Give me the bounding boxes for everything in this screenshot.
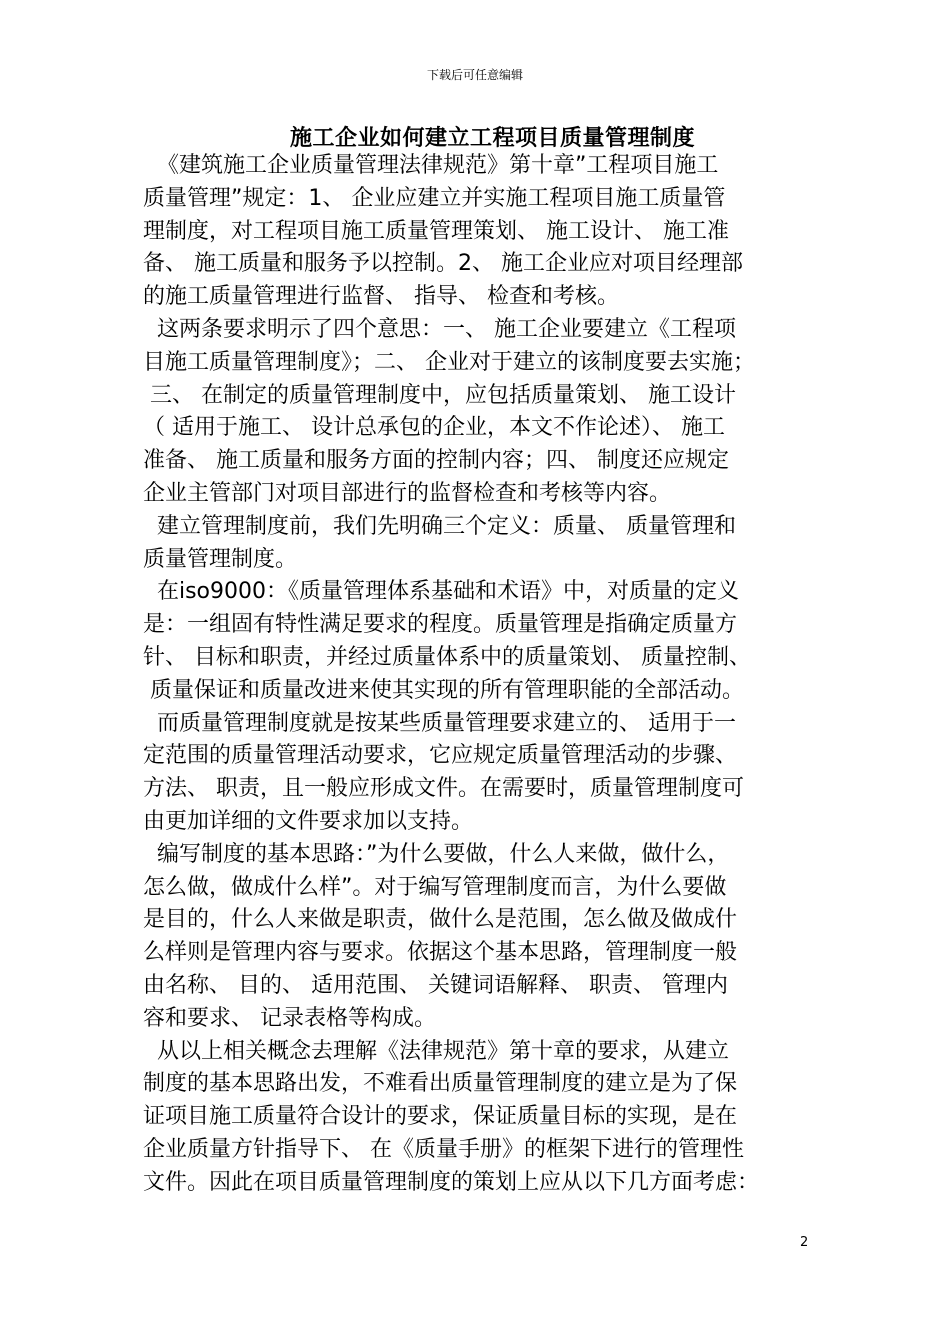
body-line: 三、 在制定的质量管理制度中，应包括质量策划、 施工设计	[143, 382, 736, 408]
body-line: 由名称、 目的、 适用范围、 关键词语解释、 职责、 管理内	[143, 973, 728, 998]
body-line: 质量管理制度。	[143, 546, 298, 572]
body-line: 目施工质量管理制度》；二、 企业对于建立的该制度要去实施；	[143, 349, 755, 375]
body-line: 方法、 职责，且一般应形成文件。在需要时，质量管理制度可	[143, 776, 744, 802]
body-line: 企业质量方针指导下、 在《质量手册》的框架下进行的管理性	[143, 1137, 744, 1162]
body-line: 是：一组固有特性满足要求的程度。质量管理是指确定质量方	[143, 612, 738, 638]
body-line: 备、 施工质量和服务予以控制。2、 施工企业应对项目经理部	[143, 251, 743, 277]
body-line: 制度的基本思路出发，不难看出质量管理制度的建立是为了保	[143, 1071, 738, 1097]
document-title: 施工企业如何建立工程项目质量管理制度	[290, 126, 696, 151]
body-line: 定范围的质量管理活动要求，它应规定质量管理活动的步骤、	[143, 743, 738, 769]
body-line: 是目的，什么人来做是职责，做什么是范围，怎么做及做成什	[143, 907, 738, 933]
body-line: 的施工质量管理进行监督、 指导、 检查和考核。	[143, 284, 619, 310]
body-line: 企业主管部门对项目部进行的监督检查和考核等内容。	[143, 481, 672, 506]
body-line: 建立管理制度前，我们先明确三个定义：质量、 质量管理和	[143, 513, 736, 539]
body-line: 从以上相关概念去理解《法律规范》第十章的要求，从建立	[143, 1038, 729, 1064]
body-line: 由更加详细的文件要求加以支持。	[143, 809, 474, 834]
body-line: 而质量管理制度就是按某些质量管理要求建立的、 适用于一	[143, 710, 736, 736]
body-line: 怎么做，做成什么样”。对于编写管理制度而言，为什么要做	[143, 874, 727, 900]
page-header: 下载后可任意编辑	[426, 68, 523, 82]
body-line: 容和要求、 记录表格等构成。	[143, 1005, 436, 1031]
body-line: 么样则是管理内容与要求。依据这个基本思路，管理制度一般	[143, 940, 738, 966]
body-line: 质量管理”规定：1、 企业应建立并实施工程项目施工质量管	[143, 185, 726, 211]
body-line: 质量保证和质量改进来使其实现的所有管理职能的全部活动。	[143, 677, 744, 703]
body-line: 针、 目标和职责，并经过质量体系中的质量策划、 质量控制、	[143, 645, 751, 670]
body-line: 文件。因此在项目质量管理制度的策划上应从以下几方面考虑：	[143, 1169, 760, 1195]
body-line: 《建筑施工企业质量管理法律规范》第十章”工程项目施工	[143, 153, 719, 178]
body-line: 准备、 施工质量和服务方面的控制内容；四、 制度还应规定	[143, 448, 729, 474]
body-line: （ 适用于施工、 设计总承包的企业，本文不作论述）、 施工	[143, 415, 725, 441]
body-line: 这两条要求明示了四个意思：一、 施工企业要建立《工程项	[143, 317, 736, 342]
body-line: 证项目施工质量符合设计的要求，保证质量目标的实现，是在	[143, 1104, 738, 1130]
body-line: 在iso9000：《质量管理体系基础和术语》中，对质量的定义	[143, 579, 740, 605]
body-line: 理制度，对工程项目施工质量管理策划、 施工设计、 施工准	[143, 218, 729, 244]
page-number: 2	[800, 1235, 809, 1250]
body-line: 编写制度的基本思路：”为什么要做，什么人来做，做什么，	[143, 841, 730, 867]
